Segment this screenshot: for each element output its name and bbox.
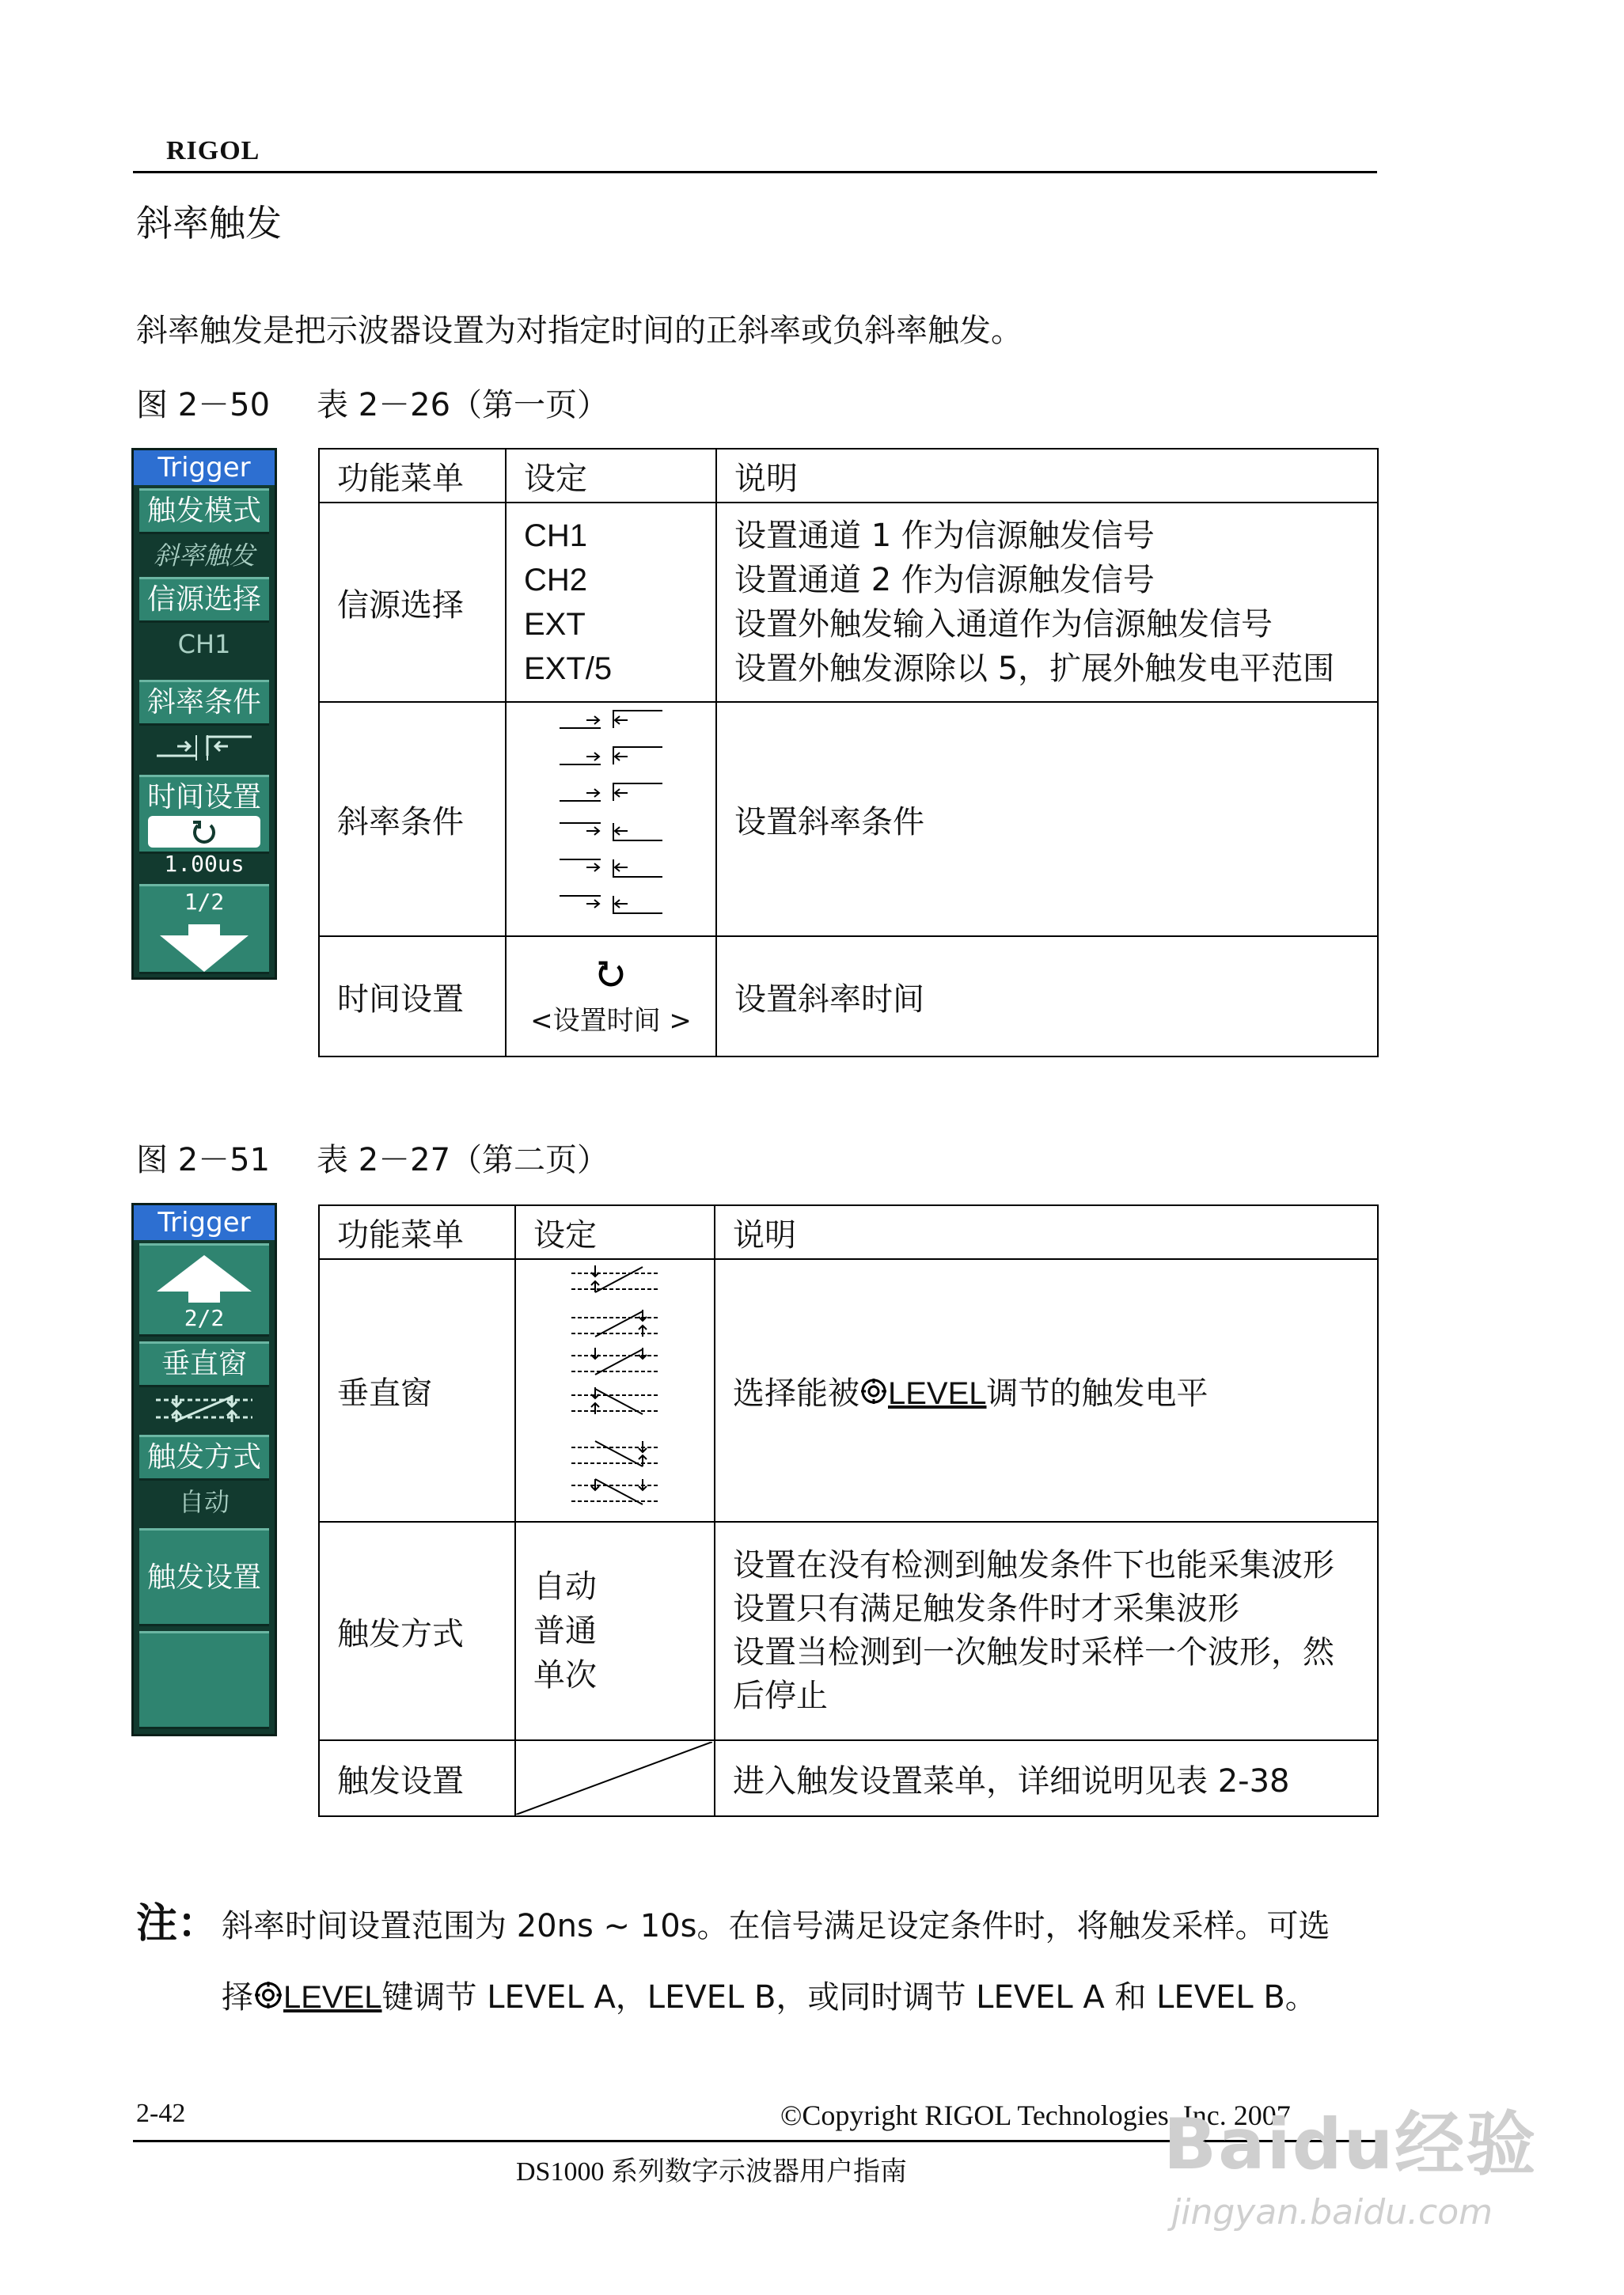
diagonal-line-icon (515, 1740, 715, 1816)
cell-menu: 时间设置 (319, 936, 506, 1056)
section-title: 斜率触发 (136, 202, 282, 245)
desc-text: 调节的触发电平 (986, 1375, 1209, 1412)
softkey-label: 触发模式 (146, 495, 261, 527)
softkey-trigger-setup[interactable] (139, 1528, 269, 1626)
desc-line: 设置只有满足触发条件时才采集波形 (733, 1591, 1239, 1627)
table-header-row (319, 1205, 1378, 1259)
cell-desc: 设置斜率条件 (716, 702, 1378, 936)
table-row (319, 1522, 1378, 1740)
header-setting: 设定 (515, 1205, 715, 1259)
softkey-slope-condition[interactable] (139, 680, 269, 726)
table-2-26 (318, 448, 1379, 1057)
softkey-empty[interactable] (139, 1631, 269, 1729)
table-row (319, 702, 1378, 936)
softkey-trigger-sweep[interactable] (139, 1435, 269, 1481)
header-setting: 设定 (506, 449, 716, 503)
level-knob-icon (253, 1980, 283, 2018)
cell-settings (506, 503, 716, 702)
cell-menu: 信源选择 (319, 503, 506, 702)
setting-value: 普通 (533, 1613, 597, 1649)
cell-desc: 进入触发设置菜单，详细说明见表 2-38 (715, 1740, 1378, 1816)
page-indicator: 2/2 (184, 1305, 225, 1331)
caption-1 (136, 380, 609, 425)
setting-value: EXT/5 (524, 651, 613, 686)
desc-line: 设置在没有检测到触发条件下也能采集波形 (733, 1547, 1334, 1584)
level-knob-icon (859, 1377, 888, 1413)
brand-logo: RIGOL (166, 136, 260, 165)
figure-label: 图 2－51 (136, 1142, 271, 1178)
softkey-source[interactable] (139, 577, 269, 623)
desc-line: 设置当检测到一次触发时采样一个波形，然后停止 (733, 1634, 1334, 1714)
header-menu: 功能菜单 (319, 1205, 515, 1259)
level-label: LEVEL (888, 1375, 987, 1411)
menu-header: Trigger (134, 1205, 275, 1240)
vertical-window-icon (139, 1390, 269, 1427)
softkey-prev-page[interactable] (139, 1243, 269, 1337)
desc-text: 选择能被 (733, 1375, 859, 1412)
cell-desc (716, 503, 1378, 702)
menu-header: Trigger (134, 450, 275, 485)
header-desc: 说明 (715, 1205, 1378, 1259)
section-intro: 斜率触发是把示波器设置为对指定时间的正斜率或负斜率触发。 (136, 313, 1023, 349)
note-text: 择 (222, 1979, 253, 2016)
softkey-trigger-mode[interactable] (139, 488, 269, 534)
note-text: 键调节 LEVEL A，LEVEL B，或同时调节 LEVEL A 和 LEVEL B。 (381, 1979, 1317, 2016)
desc-line: 设置外触发输入通道作为信源触发信号 (734, 606, 1273, 643)
cell-menu: 触发方式 (319, 1522, 515, 1740)
table-label: 表 2－26（第一页） (317, 387, 609, 423)
softkey-vertical-window[interactable] (139, 1341, 269, 1387)
cell-desc: 设置斜率时间 (716, 936, 1378, 1056)
trigger-menu-page-1 (131, 448, 277, 980)
note-line-2 (222, 1972, 1317, 2018)
page-indicator: 1/2 (184, 889, 225, 915)
softkey-value: 自动 (178, 1487, 230, 1517)
table-row (319, 1259, 1378, 1522)
cell-desc (715, 1522, 1378, 1740)
doc-title: DS1000 系列数字示波器用户指南 (516, 2157, 907, 2187)
desc-line: 设置通道 1 作为信源触发信号 (734, 518, 1155, 554)
softkey-label: 触发设置 (146, 1561, 261, 1594)
header-rule (133, 171, 1377, 173)
rotary-knob-icon (148, 816, 260, 848)
table-row (319, 503, 1378, 702)
desc-line: 设置外触发源除以 5，扩展外触发电平范围 (734, 651, 1335, 687)
table-row (319, 936, 1378, 1056)
table-header-row (319, 449, 1378, 503)
slope-condition-icon (139, 729, 269, 765)
softkey-value: CH1 (177, 629, 231, 659)
softkey-label: 信源选择 (146, 583, 261, 616)
down-arrow-icon (139, 924, 269, 972)
setting-value: CH1 (524, 518, 588, 553)
setting-value: 单次 (533, 1657, 597, 1694)
setting-value: EXT (524, 607, 586, 642)
note-line-1: 斜率时间设置范围为 20ns ~ 10s。在信号满足设定条件时，将触发采样。可选 (222, 1908, 1330, 1944)
trigger-menu-page-2 (131, 1203, 277, 1736)
cell-settings (515, 1522, 715, 1740)
softkey-value: 斜率触发 (153, 541, 255, 571)
setting-value: <设置时间 > (530, 1004, 692, 1037)
level-label: LEVEL (283, 1980, 382, 2015)
header-desc: 说明 (716, 449, 1378, 503)
vertical-window-icons (515, 1259, 715, 1522)
desc-line: 设置通道 2 作为信源触发信号 (734, 562, 1155, 598)
softkey-label: 触发方式 (146, 1441, 261, 1474)
slope-condition-icons (506, 702, 716, 936)
copyright: ©Copyright RIGOL Technologies, Inc. 2007 (780, 2100, 1291, 2131)
cell-desc (715, 1259, 1378, 1522)
setting-value: 自动 (533, 1569, 597, 1605)
table-row (319, 1740, 1378, 1816)
cell-menu: 触发设置 (319, 1740, 515, 1816)
time-value: 1.00us (164, 851, 245, 877)
figure-label: 图 2－50 (136, 387, 271, 423)
cell-menu: 斜率条件 (319, 702, 506, 936)
page-number: 2-42 (136, 2099, 186, 2128)
softkey-label: 斜率条件 (146, 686, 261, 719)
softkey-label: 垂直窗 (161, 1348, 247, 1380)
watermark-url: jingyan.baidu.com (1171, 2192, 1493, 2232)
cell-menu: 垂直窗 (319, 1259, 515, 1522)
caption-2 (136, 1135, 609, 1180)
header-menu: 功能菜单 (319, 449, 506, 503)
watermark-logo: Baidu经验 (1163, 2103, 1538, 2185)
cell-settings (506, 936, 716, 1056)
softkey-next-page[interactable] (139, 884, 269, 974)
rotary-knob-icon (524, 956, 698, 999)
softkey-label: 时间设置 (146, 781, 261, 814)
note-label: 注： (136, 1900, 219, 1948)
setting-value: CH2 (524, 563, 588, 597)
table-label: 表 2－27（第二页） (317, 1142, 609, 1178)
table-2-27 (318, 1204, 1379, 1817)
up-arrow-icon (139, 1255, 269, 1303)
